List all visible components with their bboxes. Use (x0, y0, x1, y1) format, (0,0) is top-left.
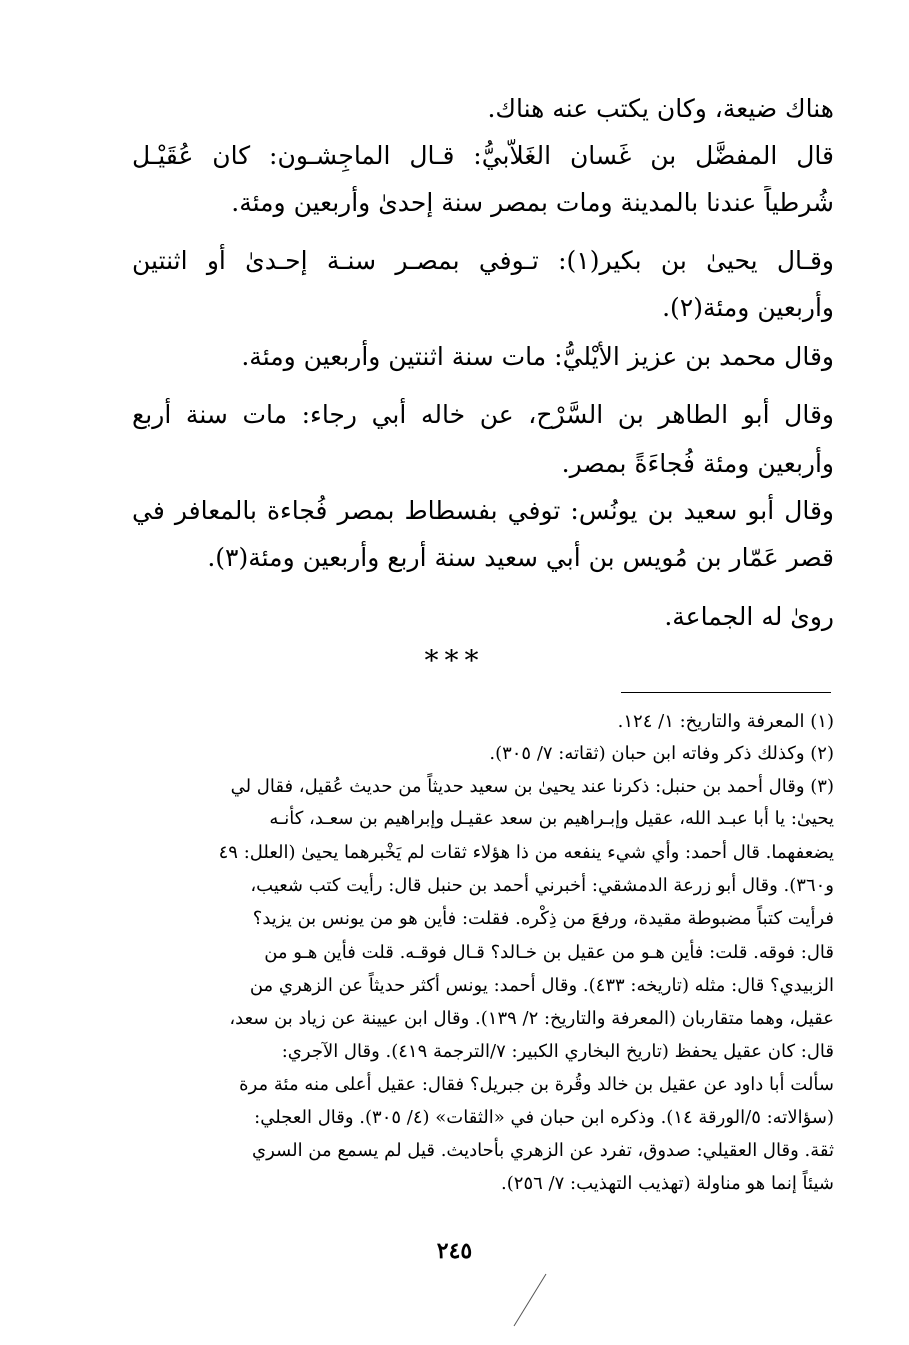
text-line: قال المفضَّل بن غَسان الغَلاَّبيُّ: قـال الماجِشـون: كان عُقَيْـل (132, 141, 834, 170)
text-line: وأربعين ومئة(٢). (662, 293, 834, 322)
pen-mark (510, 1270, 550, 1330)
text-line: هناك ضيعة، وكان يكتب عنه هناك. (487, 94, 834, 123)
text-line: وأربعين ومئة فُجاءَةً بمصر. (561, 449, 834, 478)
footnote-line: شيئاً إنما هو مناولة (تهذيب التهذيب: ٧/ ٢٥٦). (501, 1173, 834, 1194)
text-line: شُرطياً عندنا بالمدينة ومات بمصر سنة إحدىٰ وأربعين ومئة. (231, 188, 834, 217)
text-line: قصر عَمّار بن مُويس بن أبي سعيد سنة أربع وأربعين ومئة(٣). (207, 543, 834, 572)
footnote-line: قال: كان عقيل يحفظ (تاريخ البخاري الكبير: ٧/الترجمة ٤١٩). وقال الآجري: (281, 1041, 834, 1062)
footnote-line: (٢) وكذلك ذكر وفاته ابن حبان (ثقاته: ٧/ ٣٠٥). (489, 743, 834, 764)
footnote-line: الزبيدي؟ قال: مثله (تاريخه: ٤٣٣). وقال أحمد: يونس أكثر حديثاً عن الزهري من (249, 975, 834, 996)
footnote-line: (٣) وقال أحمد بن حنبل: ذكرنا عند يحيىٰ بن سعيد حديثاً من حديث عُقيل، فقال لي (230, 776, 834, 797)
text-line: روىٰ له الجماعة. (664, 602, 834, 631)
text-line: وقال أبو الطاهر بن السَّرْح، عن خاله أبي رجاء: مات سنة أربع (132, 400, 834, 429)
footnote-rule (621, 692, 831, 693)
footnote-line: (سؤالاته: ٥/الورقة ١٤). وذكره ابن حبان في «الثقات» (٤/ ٣٠٥). وقال العجلي: (254, 1107, 834, 1128)
text-line: وقـال يحيىٰ بن بكير(١): تـوفي بمصـر سنـة إحـدىٰ أو اثنتين (132, 246, 834, 275)
section-separator: *** (424, 644, 485, 677)
footnote-line: (١) المعرفة والتاريخ: ١/ ١٢٤. (617, 711, 834, 732)
footnote-line: يضعفهما. قال أحمد: وأي شيء ينفعه من ذا هؤلاء ثقات لم يَخْبرهما يحيىٰ (العلل: ٤٩ (218, 842, 834, 863)
footnote-line: سألت أبا داود عن عقيل بن خالد وقُرة بن جبريل؟ فقال: عقيل أعلى منه مئة مرة (239, 1074, 834, 1095)
footnote-line: و٣٦٠). وقال أبو زرعة الدمشقي: أخبرني أحمد بن حنبل قال: رأيت كتب شعيب، (250, 875, 834, 896)
footnote-line: فرأيت كتباً مضبوطة مقيدة، ورفعَ من ذِكْره. فقلت: فأين هو من يونس بن يزيد؟ (252, 908, 834, 929)
text-line: وقال أبو سعيد بن يونُس: توفي بفسطاط بمصر فُجاءة بالمعافر في (132, 496, 834, 525)
page-number: ٢٤٥ (436, 1238, 473, 1264)
footnote-line: يحيىٰ: يا أبا عبـد الله، عقيل وإبـراهيم بن سعد عقيـل وإبراهيم بن سعـد، كأنـه (269, 808, 834, 829)
text-line: وقال محمد بن عزيز الأَيْليُّ: مات سنة اثنتين وأربعين ومئة. (241, 342, 834, 371)
footnote-line: ثقة. وقال العقيلي: صدوق، تفرد عن الزهري بأحاديث. قيل لم يسمع من السري (252, 1140, 834, 1161)
footnote-line: عقيل، وهما متقاربان (المعرفة والتاريخ: ٢/ ١٣٩). وقال ابن عيينة عن زياد بن سعد، (229, 1008, 834, 1029)
footnote-line: قال: فوقه. قلت: فأين هـو من عقيل بن خـالد؟ قـال فوقـه. قلت فأين هـو من (264, 942, 834, 963)
